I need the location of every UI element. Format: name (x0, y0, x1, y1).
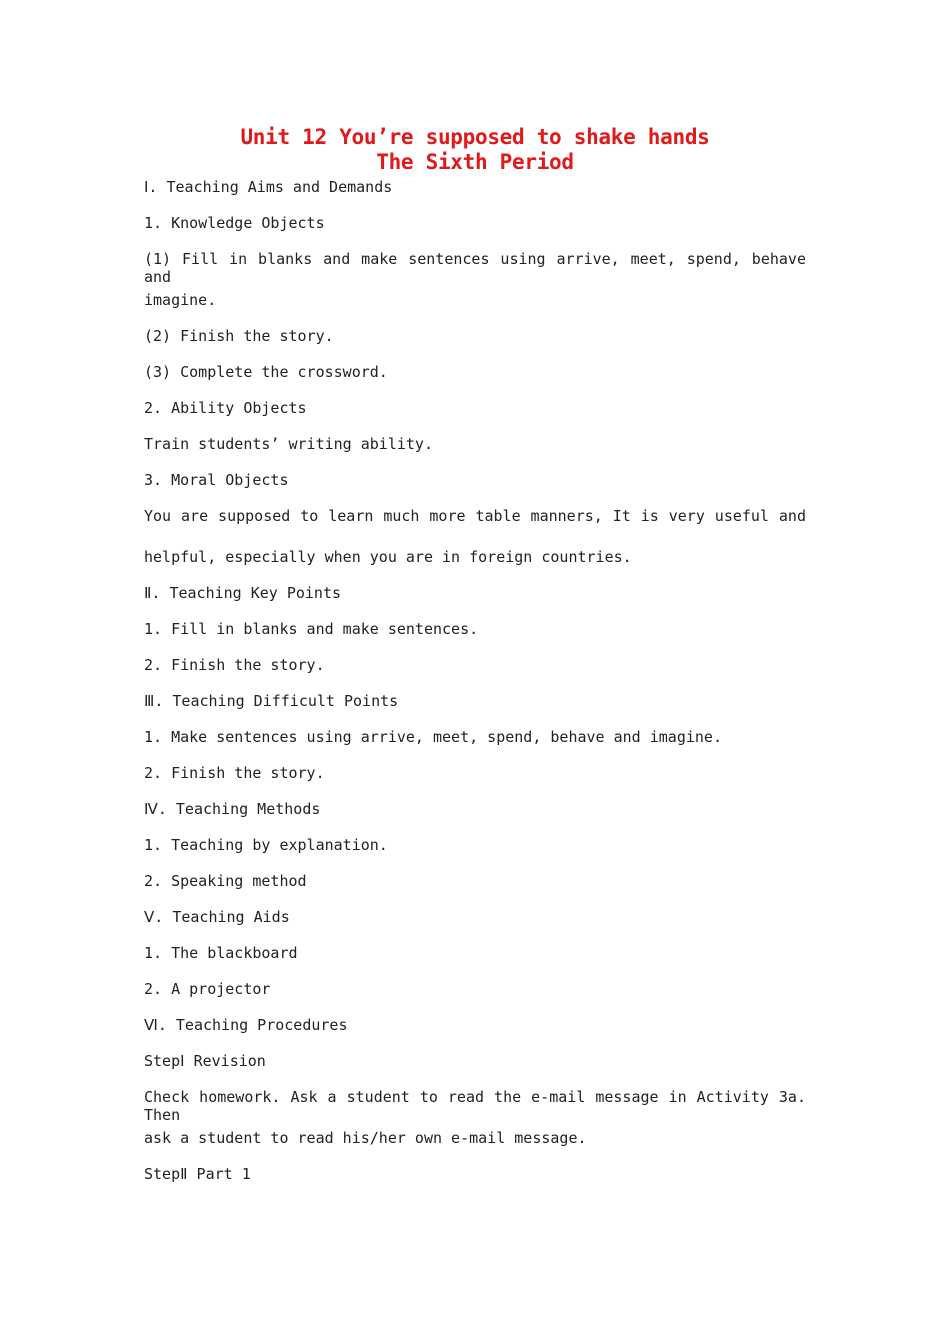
text-line: 1. Fill in blanks and make sentences. (144, 620, 479, 638)
text-line: Train students’ writing ability. (144, 435, 433, 453)
step-heading-revision: StepⅠ Revision (144, 1052, 266, 1070)
text-line: (3) Complete the crossword. (144, 363, 388, 381)
section-heading-difficult-points: Ⅲ. Teaching Difficult Points (144, 692, 399, 710)
text-line: You are supposed to learn much more table manners, It is very useful and (144, 507, 806, 525)
document-subtitle: The Sixth Period (376, 150, 574, 174)
section-heading-procedures: Ⅵ. Teaching Procedures (144, 1016, 348, 1034)
step-heading-part-1: StepⅡ Part 1 (144, 1165, 251, 1183)
text-line: 1. The blackboard (144, 944, 298, 962)
text-line: (1) Fill in blanks and make sentences using arrive, meet, spend, behave and (144, 250, 806, 286)
section-heading-aims: Ⅰ. Teaching Aims and Demands (144, 178, 393, 196)
subheading-moral-objects: 3. Moral Objects (144, 471, 289, 489)
subheading-knowledge-objects: 1. Knowledge Objects (144, 214, 325, 232)
subheading-ability-objects: 2. Ability Objects (144, 399, 307, 417)
text-line: 2. Finish the story. (144, 764, 325, 782)
document-title: Unit 12 You’re supposed to shake hands (240, 125, 710, 149)
text-line: 1. Make sentences using arrive, meet, spend, behave and imagine. (144, 728, 722, 746)
text-line: 2. Speaking method (144, 872, 307, 890)
text-line: 1. Teaching by explanation. (144, 836, 388, 854)
text-line: helpful, especially when you are in foreign countries. (144, 548, 632, 566)
text-line: (2) Finish the story. (144, 327, 334, 345)
text-line: ask a student to read his/her own e-mail message. (144, 1129, 587, 1147)
section-heading-methods: Ⅳ. Teaching Methods (144, 800, 321, 818)
text-line: Check homework. Ask a student to read the e-mail message in Activity 3a. Then (144, 1088, 806, 1124)
text-line: imagine. (144, 291, 217, 309)
text-line: 2. Finish the story. (144, 656, 325, 674)
section-heading-aids: Ⅴ. Teaching Aids (144, 908, 290, 926)
text-line: 2. A projector (144, 980, 271, 998)
section-heading-key-points: Ⅱ. Teaching Key Points (144, 584, 342, 602)
